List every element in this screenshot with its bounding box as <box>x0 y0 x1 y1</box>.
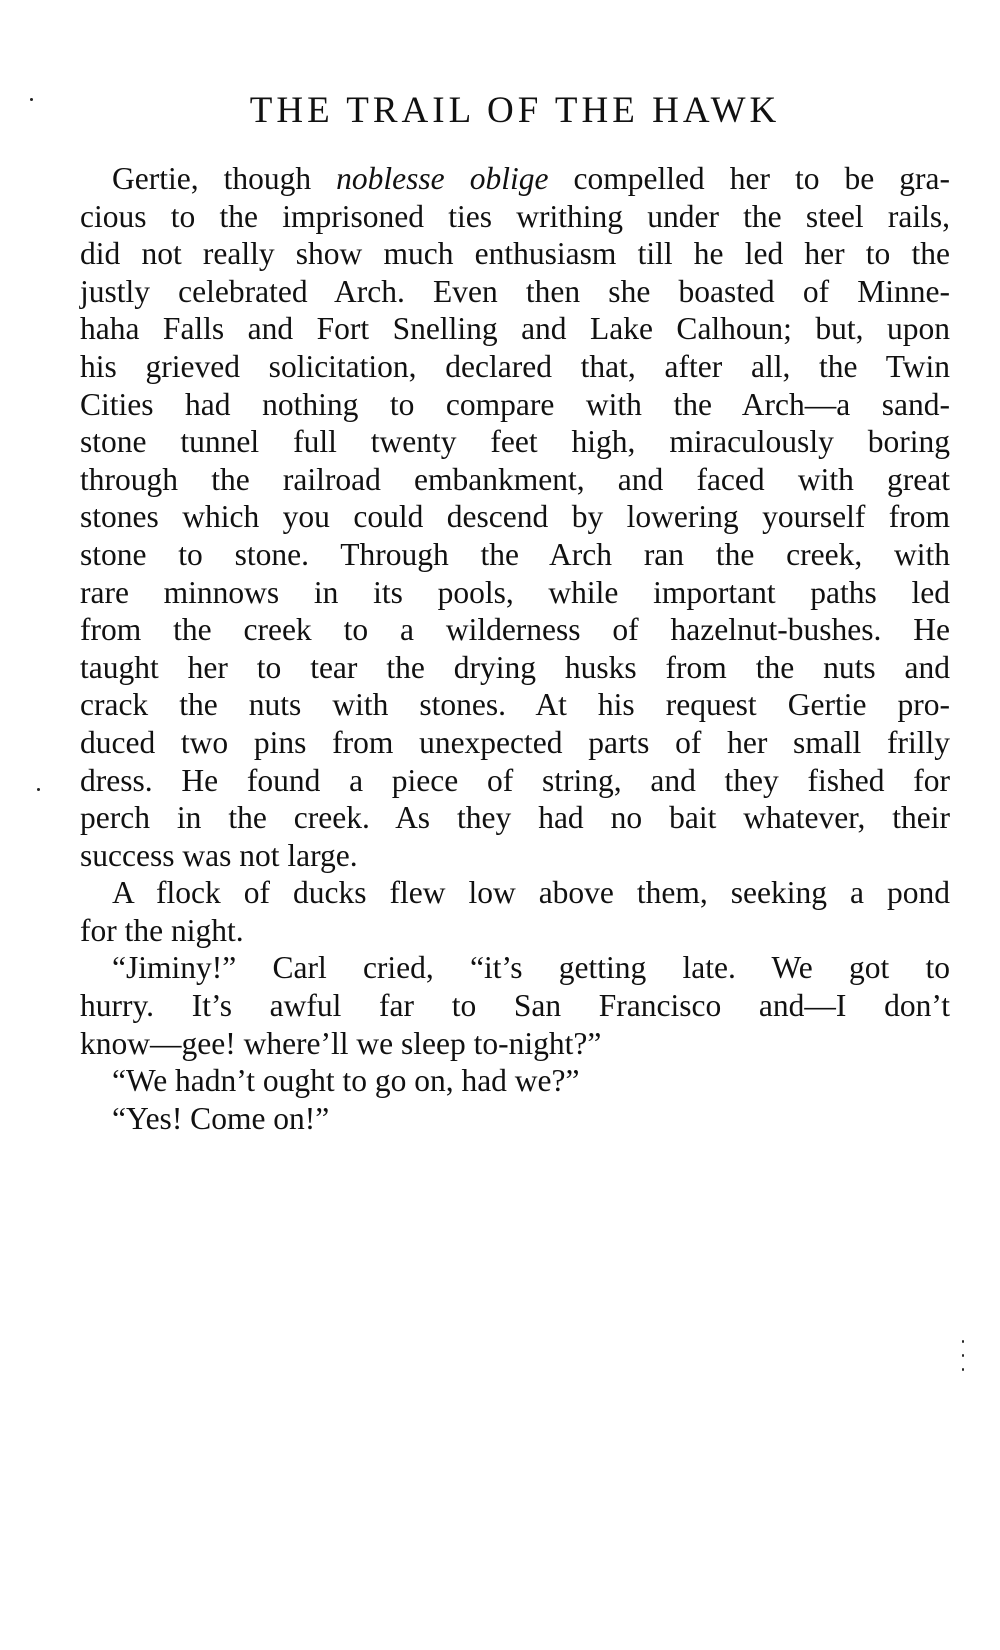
text-line: hurry. It’s awful far to San Francisco and—I don’t <box>80 988 950 1024</box>
scan-speck <box>37 788 40 791</box>
text-line: dress. He found a piece of string, and they fished for <box>80 762 950 798</box>
italic-phrase: noblesse oblige <box>336 161 549 196</box>
text-line <box>80 160 950 198</box>
text-line: did not really show much enthusiasm till he led her to the <box>80 236 950 272</box>
scan-speck <box>962 1368 964 1371</box>
scan-speck <box>962 1354 964 1357</box>
text-line: from the creek to a wilderness of hazelnut-bushes. He <box>80 612 950 648</box>
text-line: “Jiminy!” Carl cried, “it’s getting late. We got to <box>112 950 950 986</box>
text-line: Cities had nothing to compare with the Arch—a sand- <box>80 386 950 422</box>
text-line: duced two pins from unexpected parts of her small frilly <box>80 724 950 760</box>
text-line: perch in the creek. As they had no bait whatever, their <box>80 800 950 836</box>
text-run: Gertie, though <box>112 161 312 196</box>
body-text <box>80 160 950 1137</box>
text-line: stones which you could descend by lowering yourself from <box>80 499 950 535</box>
text-line: haha Falls and Fort Snelling and Lake Calhoun; but, upon <box>80 311 950 347</box>
text-line: rare minnows in its pools, while important paths led <box>80 574 950 610</box>
text-run: compelled her to be gra- <box>573 161 951 196</box>
text-line: know—gee! where’ll we sleep to-night?” <box>80 1025 602 1061</box>
text-line: stone tunnel full twenty feet high, miraculously boring <box>80 424 950 460</box>
text-line: A flock of ducks flew low above them, seeking a pond <box>112 875 950 911</box>
text-line: for the night. <box>80 912 244 948</box>
scan-speck <box>962 1340 964 1343</box>
text-line: crack the nuts with stones. At his request Gertie pro- <box>80 687 950 723</box>
text-line: his grieved solicitation, declared that, after all, the Twin <box>80 348 950 384</box>
text-line: taught her to tear the drying husks from the nuts and <box>80 649 950 685</box>
text-line: justly celebrated Arch. Even then she boasted of Minne- <box>80 273 950 309</box>
running-head-title: THE TRAIL OF THE HAWK <box>249 90 781 131</box>
text-line: stone to stone. Through the Arch ran the creek, with <box>80 536 950 572</box>
text-line: through the railroad embankment, and faced with great <box>80 461 950 497</box>
text-line: success was not large. <box>80 837 358 873</box>
scan-speck <box>30 98 33 101</box>
text-line: “Yes! Come on!” <box>112 1100 330 1136</box>
text-line: cious to the imprisoned ties writhing under the steel rails, <box>80 198 950 234</box>
text-line: “We hadn’t ought to go on, had we?” <box>112 1063 580 1099</box>
